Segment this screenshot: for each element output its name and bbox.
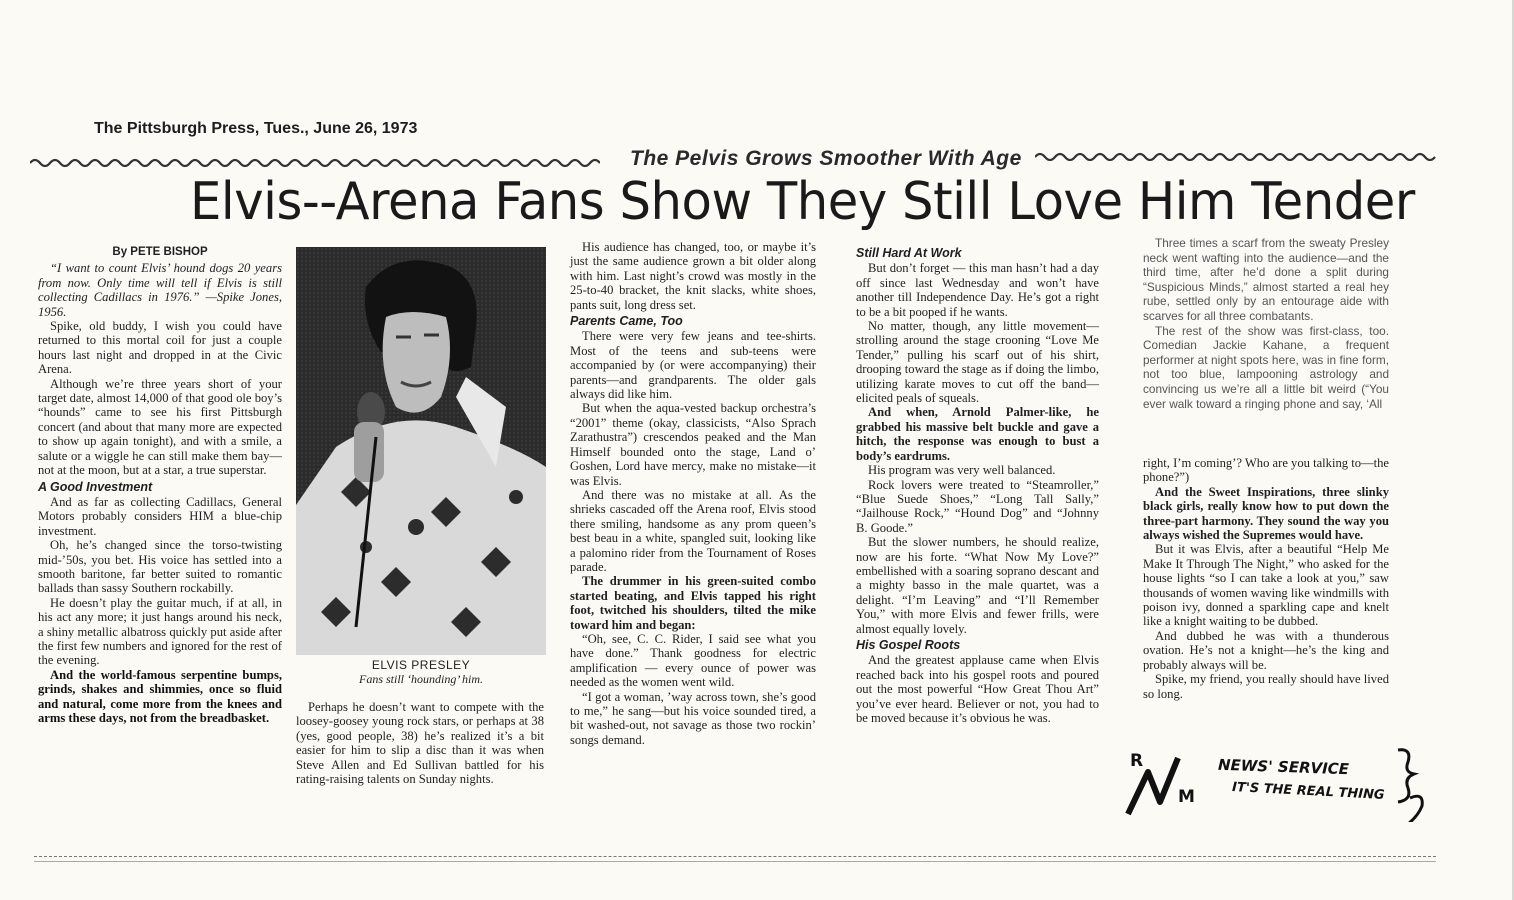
- paragraph: There were very few jeans and tee-shirts. Most of the teens and sub-teens were accompanied by (or were accompanying) their parents—and grandparents. The older gals always did like him.: [570, 329, 816, 402]
- paragraph: His audience has changed, too, or maybe it’s just the same audience grown a bit older along with him. Last night’s crowd was mostly in the 25-to-40 bracket, the knit slacks, white shoes, pants suit, long dress set.: [570, 240, 816, 312]
- paragraph: “I got a woman, ’way across town, she’s good to me,” he sang—but his voice sounded tired, a bit washed-out, not savage as those two rockin’ songs demand.: [570, 689, 816, 747]
- kicker-headline: The Pelvis Grows Smoother With Age: [630, 147, 1022, 170]
- elvis-photo: [296, 247, 546, 655]
- paragraph: Spike, my friend, you really should have lived so long.: [1143, 672, 1389, 701]
- paragraph: His program was very well balanced.: [868, 463, 1056, 478]
- paragraph: He doesn’t play the guitar much, if at all, in his act any more; it just hangs around his neck, a shiny metallic albatross quickly put aside after the first few numbers and ignored for the rest of the evening.: [38, 595, 282, 668]
- paragraph: Although we’re three years short of your target date, almost 14,000 of that good ole boy’s “hounds” came to see his first Pittsburgh concert (and about that many more are expected to show up again tonight), and with a smile, a salute or a wiggle he can still make them bay—not at the moon, but at a star, a true superstar.: [38, 376, 282, 478]
- photo-halftone: [296, 247, 546, 655]
- subhead: A Good Investment: [38, 479, 153, 494]
- paragraph: But don’t forget — this man hasn’t had a day off since last Wednesday and won’t have another till Independence Day. He’s got a right to be a bit pooped if he wants.: [856, 261, 1099, 319]
- article-column-5-top: [1143, 236, 1389, 411]
- paragraph: But the slower numbers, he should realize, now are his forte. “What Now My Love?” embellished with a soaring soprano descant and a mighty basso in the male quartet, was a delight. “I’m Leaving” and “I’ll Remember You,” with more Elvis and fewer frills, were almost equally lovely.: [856, 535, 1099, 636]
- subhead: Parents Came, Too: [570, 314, 683, 329]
- paragraph: And the greatest applause came when Elvis reached back into his gospel roots and poured out the most powerful “How Great Thou Art” you’ve ever heard. Believer or not, you had to be moved because it’s obvious he was.: [856, 653, 1099, 725]
- handwritten-line-2: IT'S THE REAL THING: [1231, 780, 1385, 803]
- handwritten-annotation: [1120, 738, 1440, 828]
- paragraph: But when the aqua-vested backup orchestra’s “2001” theme (okay, classicists, “Also Sprach Zarathustra”) crescendos peaked and the Man Himself bounded onto the stage, Land o’ Goshen, Lord have mercy, make no mistake—it was Elvis.: [570, 401, 816, 488]
- paragraph: Rock lovers were treated to “Steamroller,” “Blue Suede Shoes,” “Long Tall Sally,” “Jailhouse Rock,” “Hound Dog” and “Johnny B. Goode.”: [856, 477, 1099, 535]
- article-column-5-bottom: [1143, 456, 1389, 701]
- caption-subtitle: Fans still ‘hounding’ him.: [358, 672, 483, 686]
- article-column-3: [570, 240, 816, 747]
- rnm-logo-icon: [1120, 744, 1210, 824]
- article-column-2: [296, 700, 544, 786]
- photo-caption: [296, 658, 546, 686]
- brace-icon: [1390, 742, 1430, 822]
- subhead: Still Hard At Work: [856, 246, 962, 260]
- paragraph: And as far as collecting Cadillacs, General Motors probably considers HIM a blue-chip investment.: [38, 494, 282, 538]
- paragraph: And the Sweet Inspirations, three slinky black girls, really know how to put down the three-part harmony. They sound the way you always wished the Supremes would have.: [1143, 484, 1389, 543]
- subhead: His Gospel Roots: [856, 637, 961, 652]
- article-column-4: [856, 244, 1099, 725]
- paragraph: right, I’m coming’? Who are you talking to—the phone?”): [1143, 456, 1389, 485]
- paragraph: Perhaps he doesn’t want to compete with the loosey-goosey young rock stars, or perhaps at 38 (yes, good people, 38) he’s realized it’s a bit easier for him to slip a disc than it was when Steve Allen and Ed Sullivan battled for his rating-raising talents on Sunday nights.: [296, 700, 544, 787]
- paragraph: And the world-famous serpentine bumps, grinds, shakes and shimmies, once so fluid and natural, come more from the knees and arms these days, not from the breadbasket.: [38, 667, 282, 725]
- article-column-1: [38, 245, 282, 725]
- paragraph: Three times a scarf from the sweaty Presley neck went wafting into the audience—and the third time, after he’d done a split during “Suspicious Minds,” almost started a real hey rube, settled only by an entourage aide with scarves for all three combatants.: [1143, 236, 1389, 323]
- svg-text:R: R: [1130, 751, 1144, 771]
- paragraph: “Oh, see, C. C. Rider, I said see what you have done.” Thank goodness for electric amplification — every ounce of power was needed as the women went wild.: [570, 631, 816, 690]
- byline: By PETE BISHOP: [112, 246, 208, 258]
- dateline: The Pittsburgh Press, Tues., June 26, 1973: [94, 120, 418, 137]
- handwritten-line-1: NEWS' SERVICE: [1217, 755, 1350, 779]
- paragraph: No matter, though, any little movement—strolling around the stage crooning “Love Me Tender,” pulling his scarf out of his shirt, drooping toward the stage as if doing the limbo, utilizing karate moves to cut off the band—elicited peals of squeals.: [856, 319, 1099, 406]
- svg-text:M: M: [1178, 787, 1195, 807]
- paragraph: And when, Arnold Palmer-like, he grabbed his massive belt buckle and gave a hitch, the response was enough to bust a body’s eardrums.: [856, 405, 1099, 463]
- paragraph: The rest of the show was first-class, too. Comedian Jackie Kahane, a frequent performer at night spots here, was in fine form, not too blue, lampooning astrology and convincing us we’re all a little bit weird (“You ever walk toward a ringing phone and say, ‘All: [1143, 323, 1389, 411]
- paragraph: And there was no mistake at all. As the shrieks cascaded off the Arena roof, Elvis stood there smiling, handsome as any prom queen’s best beau in a white, spangled suit, looking like a palomino rider from the Tournament of Roses parade.: [570, 487, 816, 574]
- paragraph: Oh, he’s changed since the torso-twisting mid-’50s, you bet. His voice has settled into a smooth baritone, far better suited to romantic ballads than sassy Southern rockabilly.: [38, 538, 282, 596]
- paragraph: And dubbed he was with a thunderous ovation. He’s not a knight—he’s the king and probably always will be.: [1143, 628, 1389, 672]
- paragraph: The drummer in his green-suited combo started beating, and Elvis tapped his right foot, twitched his shoulders, tilted the mike toward him and began:: [570, 574, 816, 632]
- paragraph: But it was Elvis, after a beautiful “Help Me Make It Through The Night,” who asked for the house lights “so I can take a look at you,” saw thousands of women waving like windmills with poison ivy, donned a sparkling cape and knelt like a knight waiting to be dubbed.: [1143, 542, 1389, 629]
- epigraph: “I want to count Elvis’ hound dogs 20 years from now. Only time will tell if Elvis is still collecting Cadillacs in 1976.” —Spike Jones, 1956.: [38, 261, 282, 319]
- paragraph: Spike, old buddy, I wish you could have returned to this mortal coil for just a couple hours last night and dropped in at the Civic Arena.: [38, 319, 282, 377]
- bottom-rule: [34, 856, 1436, 862]
- headline: Elvis--Arena Fans Show They Still Love Him Tender: [190, 172, 1415, 232]
- wavy-rule-right: [1035, 145, 1440, 169]
- caption-name: ELVIS PRESLEY: [371, 658, 471, 672]
